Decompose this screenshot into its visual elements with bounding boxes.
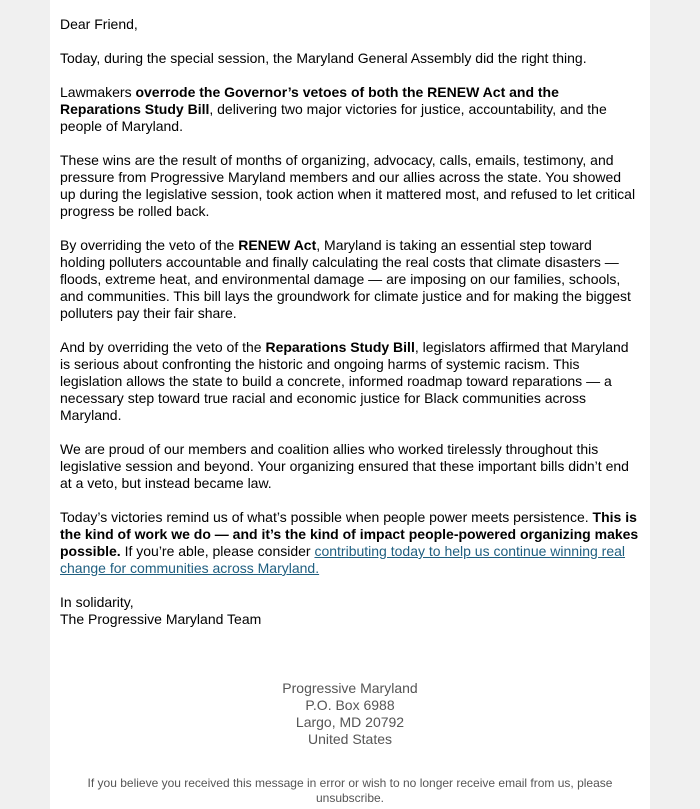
reparations-emphasis: Reparations Study Bill bbox=[265, 339, 415, 355]
footer-po-box: P.O. Box 6988 bbox=[305, 697, 395, 713]
impact-emphasis: This is the kind of work we do — and it’s the kind of impact people-powered organizing makes possible. bbox=[60, 509, 639, 559]
veto-override-emphasis: overrode the Governor’s vetoes of both the RENEW Act and the Reparations Study Bill bbox=[60, 84, 559, 117]
paragraph-organizing: These wins are the result of months of organizing, advocacy, calls, emails, testimony, and pressure from Progressive Maryland members and our allies across the state. You showed up during the legislative session, took action when it mattered most, and refused to let critical progress be rolled back. bbox=[60, 152, 636, 219]
greeting: Dear Friend, bbox=[60, 16, 138, 32]
footer-city: Largo, MD 20792 bbox=[295, 714, 405, 730]
renew-act-emphasis: RENEW Act bbox=[238, 237, 317, 253]
contribute-link[interactable]: contributing today to help us continue winning real change for communities across Maryland. bbox=[60, 543, 626, 576]
paragraph-victories: Today’s victories remind us of what’s possible when people power meets persistence. This is the kind of work we do — and it’s the kind of impact people-powered organizing makes possible. If you’re able, please consider contributing today to help us continue winning real change for communities across Maryland. bbox=[60, 509, 639, 576]
email-body bbox=[50, 0, 650, 628]
signoff: In solidarity, bbox=[60, 594, 134, 610]
paragraph-special-session: Today, during the special session, the Maryland General Assembly did the right thing. bbox=[60, 50, 587, 66]
paragraph-proud: We are proud of our members and coalition allies who worked tirelessly throughout this legislative session and beyond. Your organizing ensured that these important bills didn’t end at a veto, but instead became law. bbox=[60, 441, 629, 491]
paragraph-veto-override: Lawmakers overrode the Governor’s vetoes of both the RENEW Act and the Reparations Study Bill, delivering two major victories for justice, accountability, and the people of Maryland. bbox=[60, 84, 607, 134]
footer-country: United States bbox=[307, 731, 393, 747]
footer-address bbox=[50, 680, 650, 748]
paragraph-renew-act: By overriding the veto of the RENEW Act, Maryland is taking an essential step toward holding polluters accountable and finally calculating the real costs that climate disasters — floods, extreme heat, and environmental damage — are imposing on our families, schools, and communities. This bill lays the groundwork for climate justice and for making the biggest polluters pay their fair share. bbox=[60, 237, 631, 321]
email-card bbox=[50, 0, 650, 809]
unsubscribe-note: If you believe you received this message in error or wish to no longer receive email from us, please unsubscribe. bbox=[87, 776, 613, 805]
paragraph-reparations: And by overriding the veto of the Reparations Study Bill, legislators affirmed that Maryland is serious about confronting the historic and ongoing harms of systemic racism. This legislation allows the state to build a concrete, informed roadmap toward reparations — a necessary step toward true racial and economic justice for Black communities across Maryland. bbox=[60, 339, 629, 423]
footer-org-name: Progressive Maryland bbox=[282, 680, 418, 696]
signature: The Progressive Maryland Team bbox=[60, 611, 262, 627]
